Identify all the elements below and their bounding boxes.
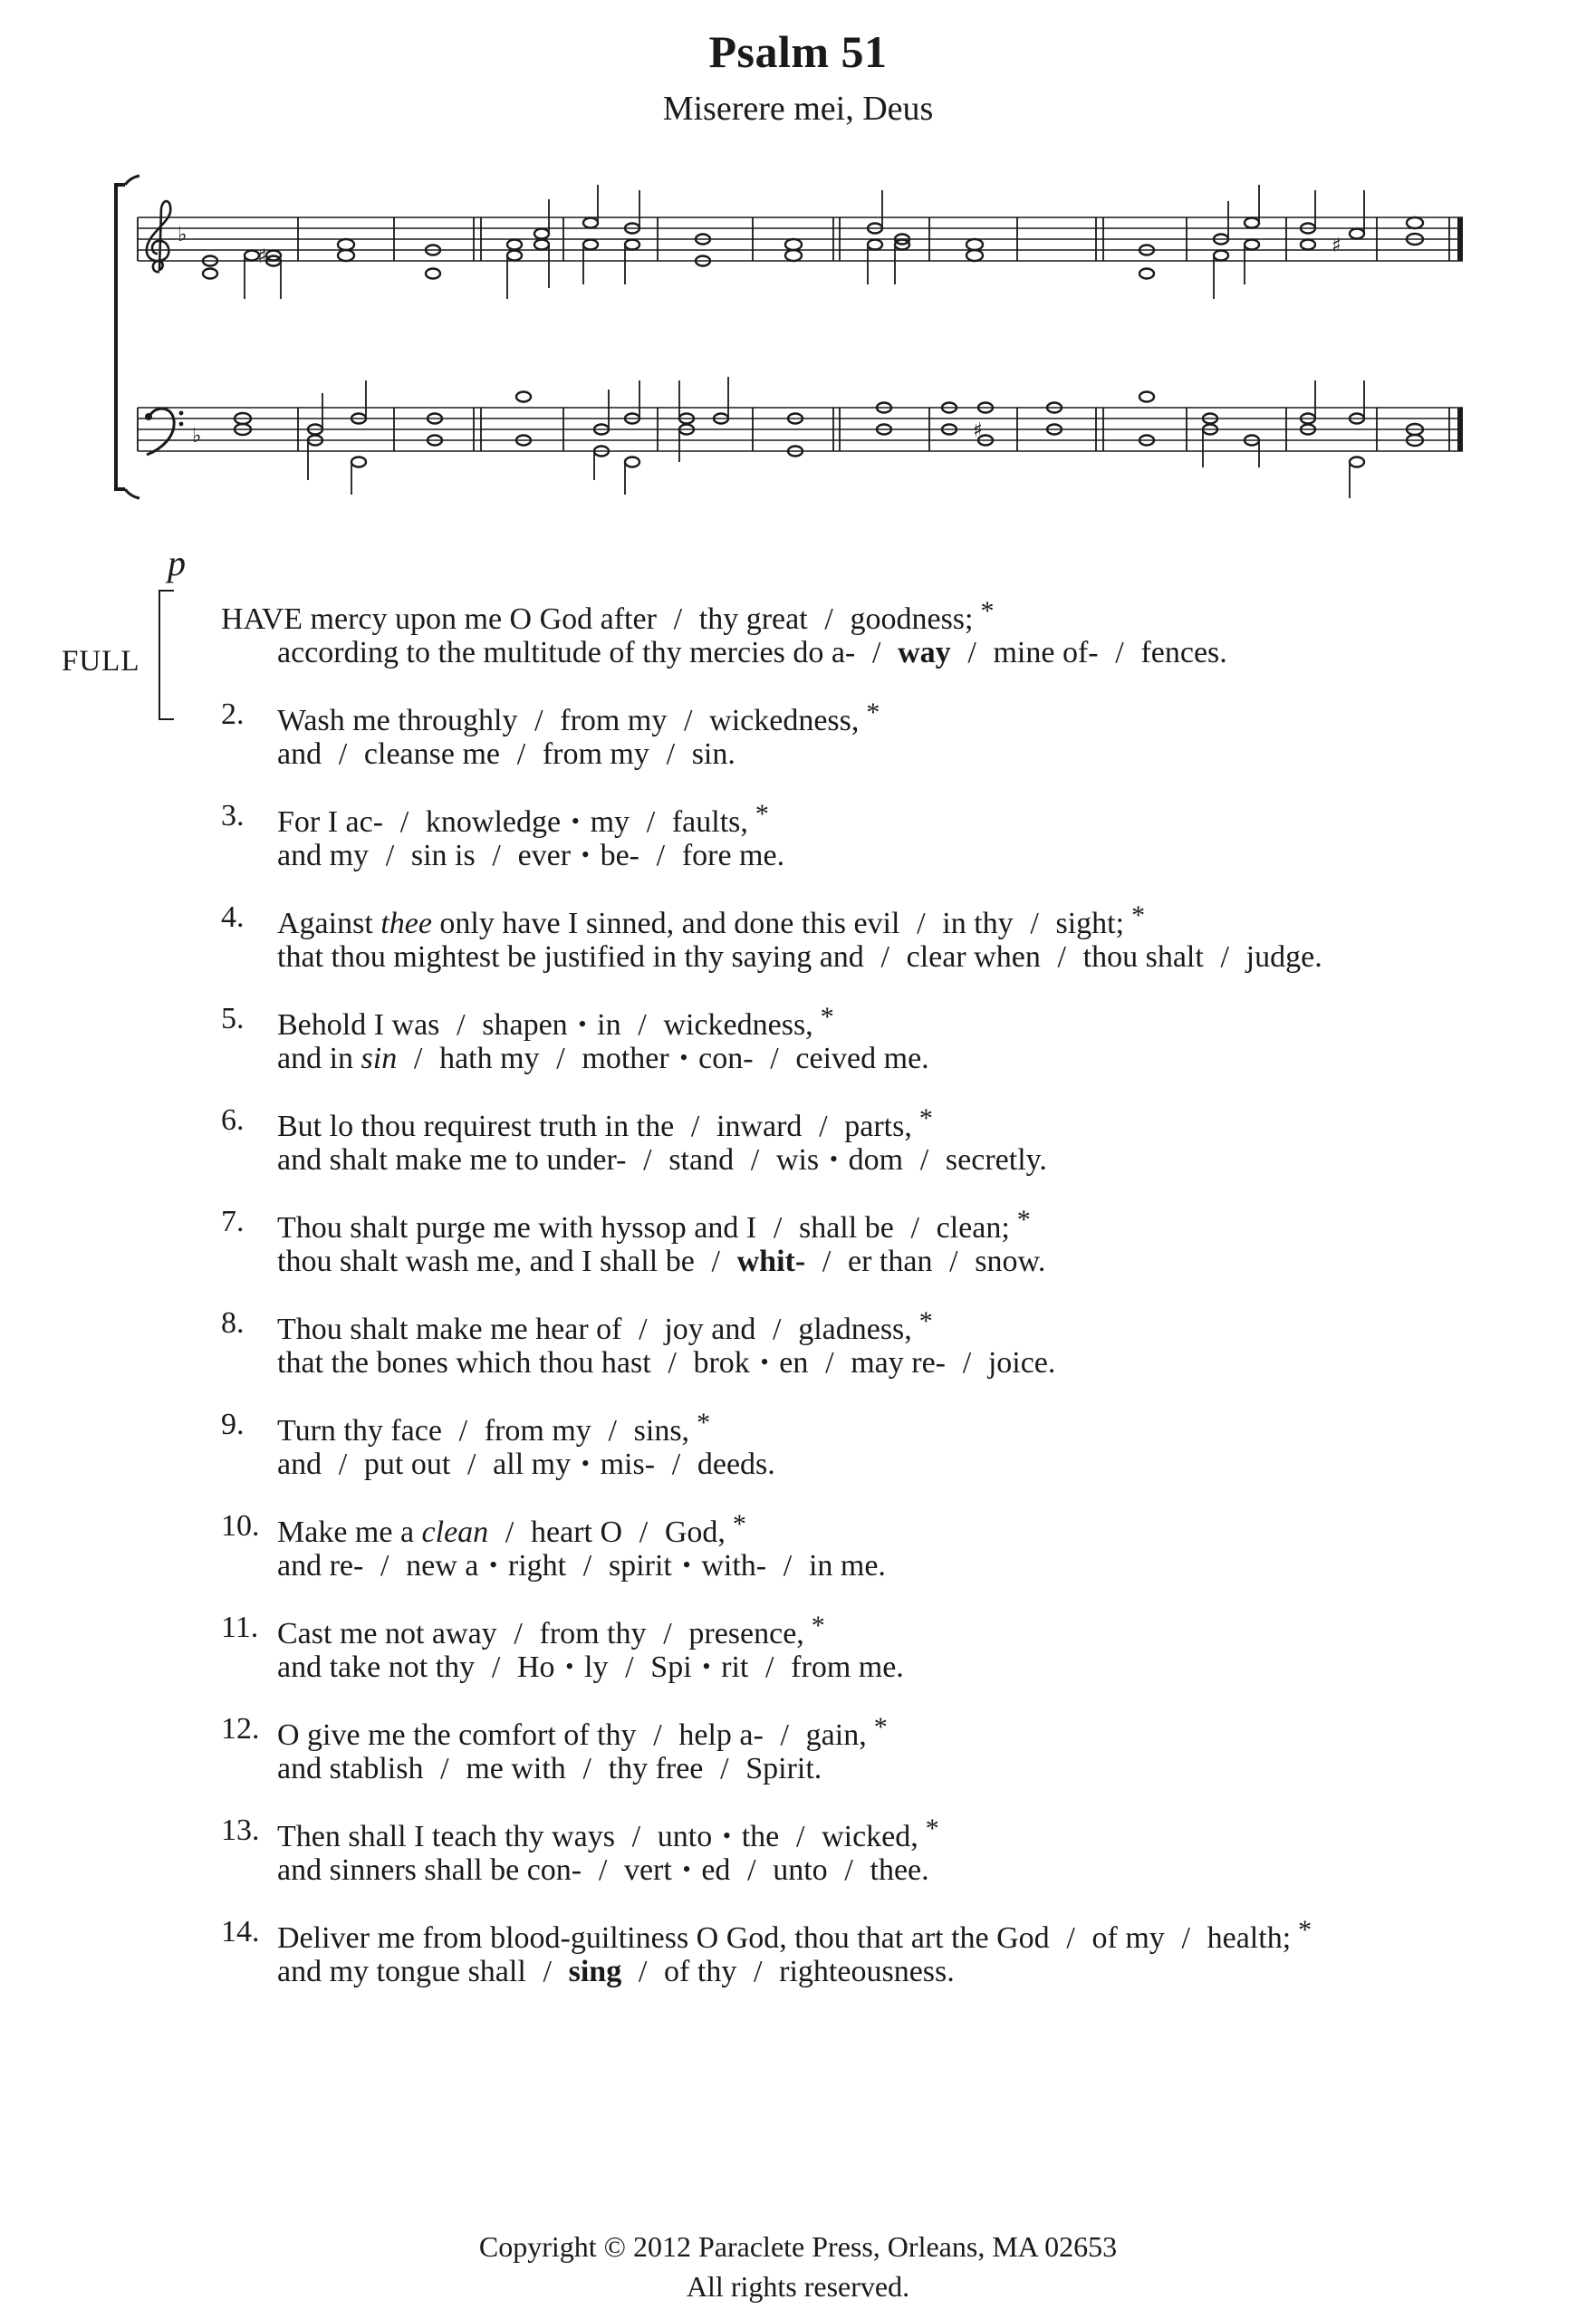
verse-text: deeds. bbox=[697, 1448, 775, 1481]
verse-text: may re- bbox=[851, 1346, 946, 1380]
chant-score bbox=[109, 172, 1504, 516]
verse-text: mother bbox=[582, 1042, 669, 1075]
verse-text: wickedness, bbox=[663, 1008, 813, 1042]
verse-text: goodness; bbox=[850, 602, 974, 636]
verse-text: vert bbox=[623, 1853, 672, 1887]
bar-separator: / bbox=[1220, 940, 1229, 974]
verse-number: 2. bbox=[221, 698, 245, 731]
bar-separator: / bbox=[754, 1955, 763, 1988]
verse-text: Spirit. bbox=[745, 1752, 822, 1785]
verse-text: sing bbox=[568, 1955, 622, 1988]
verse-text: ever bbox=[517, 839, 572, 872]
mediation-asterisk: * bbox=[1016, 1205, 1031, 1235]
verse-text: hath my bbox=[439, 1042, 540, 1075]
verse-text: according to the multitude of thy mercies do a- bbox=[277, 636, 856, 669]
verse-text: Then shall I teach thy ways bbox=[277, 1820, 615, 1853]
verse-text: sin is bbox=[410, 839, 476, 872]
mediation-asterisk: * bbox=[1131, 900, 1146, 930]
bar-separator: / bbox=[825, 1346, 834, 1380]
mediation-asterisk: * bbox=[918, 1306, 933, 1336]
verse-number: 9. bbox=[221, 1408, 245, 1441]
svg-text:♯: ♯ bbox=[1332, 235, 1341, 257]
bar-separator: / bbox=[711, 1245, 720, 1278]
bar-separator: / bbox=[750, 1143, 760, 1177]
verse-text: that thou mightest be justified in thy saying and bbox=[277, 940, 864, 974]
verse-line bbox=[277, 1853, 929, 1888]
verse-text: Behold I was bbox=[277, 1008, 440, 1042]
verse-text: Make me a bbox=[277, 1516, 422, 1549]
bar-separator: / bbox=[917, 907, 926, 940]
verse-text: from my bbox=[560, 704, 668, 737]
verse-line bbox=[277, 1650, 904, 1685]
verse-text: knowledge bbox=[425, 805, 562, 839]
bar-separator: / bbox=[625, 1650, 634, 1684]
bar-separator: / bbox=[338, 737, 348, 771]
verse-number: 10. bbox=[221, 1509, 260, 1543]
bar-separator: / bbox=[1057, 940, 1066, 974]
bar-separator: / bbox=[822, 1245, 832, 1278]
syllable-dot: • bbox=[829, 1146, 838, 1172]
verse-number: 12. bbox=[221, 1712, 260, 1746]
verse-text: and shalt make me to under- bbox=[277, 1143, 627, 1177]
verse-text: Ho bbox=[516, 1650, 555, 1684]
syllable-dot: • bbox=[571, 808, 580, 834]
bar-separator: / bbox=[773, 1313, 782, 1346]
verse-text: God, bbox=[664, 1516, 726, 1549]
verse-text: way bbox=[898, 636, 951, 669]
bar-separator: / bbox=[514, 1617, 523, 1650]
verse-text: Cast me not away bbox=[277, 1617, 497, 1650]
syllable-dot: • bbox=[682, 1856, 691, 1882]
svg-text:♯: ♯ bbox=[257, 245, 267, 268]
verse-text: gain, bbox=[805, 1718, 867, 1752]
bar-separator: / bbox=[505, 1516, 514, 1549]
bar-separator: / bbox=[653, 1718, 662, 1752]
bar-separator: / bbox=[671, 1448, 681, 1481]
verse-line bbox=[277, 1814, 939, 1854]
verse-line bbox=[277, 636, 1227, 670]
bar-separator: / bbox=[399, 805, 409, 839]
bar-separator: / bbox=[773, 1211, 783, 1245]
bar-separator: / bbox=[639, 1313, 648, 1346]
verse-line bbox=[277, 1143, 1047, 1178]
verse-text: righteousness. bbox=[779, 1955, 955, 1988]
verse-text: thy free bbox=[608, 1752, 704, 1785]
verse-text: thy great bbox=[698, 602, 808, 636]
mediation-asterisk: * bbox=[732, 1509, 746, 1539]
verse-number: 4. bbox=[221, 900, 245, 934]
bar-separator: / bbox=[819, 1110, 828, 1143]
bar-separator: / bbox=[543, 1955, 552, 1988]
bar-separator: / bbox=[631, 1820, 641, 1853]
verse-text: in bbox=[597, 1008, 621, 1042]
verse-line bbox=[277, 1549, 886, 1583]
verse-number: 5. bbox=[221, 1002, 245, 1035]
verse-text: and sinners shall be con- bbox=[277, 1853, 582, 1887]
bar-separator: / bbox=[666, 737, 676, 771]
bar-separator: / bbox=[338, 1448, 348, 1481]
bar-separator: / bbox=[457, 1008, 466, 1042]
verse-text: from my bbox=[542, 737, 649, 771]
page-title: Psalm 51 bbox=[708, 26, 888, 77]
verse-text: cleanse me bbox=[363, 737, 500, 771]
bar-separator: / bbox=[720, 1752, 729, 1785]
bar-separator: / bbox=[962, 1346, 972, 1380]
verse-text: clean; bbox=[936, 1211, 1010, 1245]
verse-text: clear when bbox=[906, 940, 1041, 974]
bar-separator: / bbox=[516, 737, 526, 771]
verse-text: and my bbox=[277, 839, 370, 872]
bar-separator: / bbox=[967, 636, 976, 669]
verse-text: in thy bbox=[942, 907, 1014, 940]
verse-text: er than bbox=[848, 1245, 933, 1278]
bar-separator: / bbox=[871, 636, 881, 669]
mediation-asterisk: * bbox=[1298, 1915, 1312, 1945]
verse-text: in me. bbox=[808, 1549, 886, 1583]
svg-text:♯: ♯ bbox=[973, 419, 983, 442]
bar-separator: / bbox=[765, 1650, 774, 1684]
verse-text: mis- bbox=[600, 1448, 656, 1481]
verse-text: from my bbox=[484, 1414, 591, 1448]
bar-separator: / bbox=[747, 1853, 756, 1887]
mediation-asterisk: * bbox=[811, 1611, 825, 1641]
verse-line bbox=[277, 839, 784, 873]
verse-text: my bbox=[590, 805, 630, 839]
verse-line bbox=[277, 1245, 1045, 1279]
bar-separator: / bbox=[949, 1245, 958, 1278]
verse-text: that the bones which thou hast bbox=[277, 1346, 651, 1380]
verse-line bbox=[277, 799, 769, 840]
mediation-asterisk: * bbox=[925, 1814, 939, 1843]
full-bracket bbox=[156, 587, 192, 723]
verse-text: of thy bbox=[664, 1955, 737, 1988]
syllable-dot: • bbox=[722, 1823, 732, 1849]
bar-separator: / bbox=[638, 1008, 647, 1042]
verse-text: brok bbox=[693, 1346, 750, 1380]
verse-text: wicked, bbox=[822, 1820, 918, 1853]
verse-text: presence, bbox=[688, 1617, 804, 1650]
verse-line bbox=[221, 596, 994, 637]
verse-text: and bbox=[277, 1448, 322, 1481]
verse-line bbox=[277, 1915, 1312, 1956]
verse-text: judge. bbox=[1245, 940, 1322, 974]
verse-text: O give me the comfort of thy bbox=[277, 1718, 637, 1752]
verse-text: sins, bbox=[633, 1414, 690, 1448]
bar-separator: / bbox=[783, 1549, 793, 1583]
verse-text: ly bbox=[584, 1650, 609, 1684]
verse-text: only have I sinned, and done this evil bbox=[431, 907, 900, 940]
footer bbox=[0, 2227, 1596, 2306]
full-label: FULL bbox=[62, 645, 140, 678]
syllable-dot: • bbox=[489, 1552, 498, 1578]
verse-text: ed bbox=[701, 1853, 731, 1887]
bar-separator: / bbox=[880, 940, 889, 974]
verse-text: mine of- bbox=[993, 636, 1099, 669]
mediation-asterisk: * bbox=[980, 596, 995, 626]
verse-text: faults, bbox=[671, 805, 748, 839]
verse-text: right bbox=[507, 1549, 567, 1583]
bar-separator: / bbox=[534, 704, 543, 737]
verse-text: put out bbox=[363, 1448, 451, 1481]
verse-text: snow. bbox=[975, 1245, 1046, 1278]
syllable-dot: • bbox=[581, 1450, 590, 1477]
bar-separator: / bbox=[1115, 636, 1124, 669]
verse-text: heart O bbox=[531, 1516, 623, 1549]
verse-text: fore me. bbox=[681, 839, 785, 872]
verse-text: and take not thy bbox=[277, 1650, 476, 1684]
verse-text: con- bbox=[698, 1042, 754, 1075]
verse-text: sight; bbox=[1055, 907, 1125, 940]
verse-text: HAVE mercy upon me O God after bbox=[221, 602, 657, 636]
page-subtitle: Miserere mei, Deus bbox=[662, 90, 934, 128]
verse-text: shall be bbox=[798, 1211, 894, 1245]
bar-separator: / bbox=[668, 1346, 677, 1380]
syllable-dot: • bbox=[682, 1552, 691, 1578]
verse-line bbox=[277, 1306, 933, 1347]
verse-text: For I ac- bbox=[277, 805, 384, 839]
verse-text: from thy bbox=[539, 1617, 647, 1650]
bar-separator: / bbox=[582, 1549, 592, 1583]
verse-line bbox=[277, 1205, 1031, 1246]
bar-separator: / bbox=[491, 1650, 501, 1684]
bar-separator: / bbox=[638, 1955, 648, 1988]
syllable-dot: • bbox=[578, 1011, 587, 1037]
svg-text:♭: ♭ bbox=[178, 224, 187, 246]
verse-text: sin. bbox=[691, 737, 736, 771]
verse-line bbox=[277, 1408, 710, 1448]
syllable-dot: • bbox=[581, 842, 590, 868]
bar-separator: / bbox=[684, 704, 693, 737]
verse-text: gladness, bbox=[798, 1313, 912, 1346]
verse-text: Thou shalt make me hear of bbox=[277, 1313, 622, 1346]
verse-number: 3. bbox=[221, 799, 245, 832]
verse-text: with- bbox=[701, 1549, 767, 1583]
verse-text: parts, bbox=[844, 1110, 912, 1143]
verse-text: and stablish bbox=[277, 1752, 424, 1785]
verse-text: fences. bbox=[1140, 636, 1227, 669]
verse-text: health; bbox=[1207, 1921, 1292, 1955]
verse-line bbox=[277, 1712, 888, 1753]
rights-text: All rights reserved. bbox=[686, 2270, 910, 2303]
verse-text: wickedness, bbox=[709, 704, 860, 737]
verse-text: be- bbox=[600, 839, 639, 872]
bar-separator: / bbox=[440, 1752, 449, 1785]
verse-text: Wash me throughly bbox=[277, 704, 518, 737]
verse-text: But lo thou requirest truth in the bbox=[277, 1110, 675, 1143]
verse-text: and in bbox=[277, 1042, 361, 1075]
verse-text: help a- bbox=[678, 1718, 764, 1752]
mediation-asterisk: * bbox=[873, 1712, 888, 1742]
verse-text: wis bbox=[775, 1143, 820, 1177]
verse-text: clean bbox=[421, 1516, 489, 1549]
verse-line bbox=[277, 1955, 955, 1989]
bar-separator: / bbox=[844, 1853, 853, 1887]
verse-text: sin bbox=[361, 1042, 398, 1075]
verse-line bbox=[277, 1346, 1055, 1381]
bar-separator: / bbox=[608, 1414, 617, 1448]
verse-number: 7. bbox=[221, 1205, 245, 1238]
verse-text: thee bbox=[380, 907, 432, 940]
mediation-asterisk: * bbox=[866, 698, 880, 727]
bar-separator: / bbox=[673, 602, 683, 636]
verse-text: Deliver me from blood-guiltiness O God, thou that art the God bbox=[277, 1921, 1050, 1955]
verse-text: inward bbox=[716, 1110, 803, 1143]
syllable-dot: • bbox=[679, 1044, 688, 1071]
verse-text: unto bbox=[773, 1853, 828, 1887]
mediation-asterisk: * bbox=[697, 1408, 711, 1438]
verse-text: Spi bbox=[650, 1650, 692, 1684]
verse-number: 8. bbox=[221, 1306, 245, 1340]
verse-text: ceived me. bbox=[795, 1042, 929, 1075]
verse-text: dom bbox=[848, 1143, 904, 1177]
bar-separator: / bbox=[385, 839, 395, 872]
bar-separator: / bbox=[492, 839, 501, 872]
bar-separator: / bbox=[690, 1110, 700, 1143]
bar-separator: / bbox=[910, 1211, 919, 1245]
verse-text: spirit bbox=[608, 1549, 672, 1583]
bar-separator: / bbox=[656, 839, 666, 872]
verse-line bbox=[277, 1042, 929, 1076]
verse-text: stand bbox=[668, 1143, 735, 1177]
bar-separator: / bbox=[919, 1143, 929, 1177]
verse-line bbox=[277, 698, 880, 738]
verse-text: and bbox=[277, 737, 322, 771]
verse-text: unto bbox=[657, 1820, 713, 1853]
bar-separator: / bbox=[795, 1820, 805, 1853]
verse-text: and my tongue shall bbox=[277, 1955, 526, 1988]
verse-text: secretly. bbox=[945, 1143, 1047, 1177]
bar-separator: / bbox=[467, 1448, 476, 1481]
verse-line bbox=[277, 1103, 933, 1144]
verse-text: whit- bbox=[736, 1245, 806, 1278]
verse-text: thee. bbox=[870, 1853, 929, 1887]
bar-separator: / bbox=[770, 1042, 779, 1075]
verse-line bbox=[277, 1002, 834, 1043]
bar-separator: / bbox=[639, 1516, 649, 1549]
syllable-dot: • bbox=[760, 1349, 769, 1375]
mediation-asterisk: * bbox=[918, 1103, 933, 1133]
verse-line bbox=[277, 1752, 822, 1786]
bar-separator: / bbox=[413, 1042, 423, 1075]
verse-text: me with bbox=[466, 1752, 566, 1785]
syllable-dot: • bbox=[565, 1653, 574, 1679]
mediation-asterisk: * bbox=[820, 1002, 834, 1032]
bar-separator: / bbox=[458, 1414, 468, 1448]
bar-separator: / bbox=[380, 1549, 389, 1583]
verse-text: Against bbox=[277, 907, 381, 940]
bar-separator: / bbox=[1181, 1921, 1190, 1955]
verse-line bbox=[277, 1509, 746, 1550]
verse-number: 6. bbox=[221, 1103, 245, 1137]
verse-text: the bbox=[741, 1820, 780, 1853]
verse-number: 11. bbox=[221, 1611, 259, 1644]
svg-text:♭: ♭ bbox=[192, 425, 202, 447]
dynamic-marking: p bbox=[168, 543, 186, 583]
bar-separator: / bbox=[663, 1617, 672, 1650]
verse-text: of my bbox=[1091, 1921, 1165, 1955]
bar-separator: / bbox=[646, 805, 656, 839]
verse-line bbox=[277, 1448, 775, 1482]
verse-text: joy and bbox=[664, 1313, 756, 1346]
copyright-text: Copyright © 2012 Paraclete Press, Orleans, MA 02653 bbox=[478, 2230, 1118, 2263]
verse-text: all my bbox=[493, 1448, 572, 1481]
verse-text: en bbox=[779, 1346, 809, 1380]
verse-line bbox=[277, 1611, 825, 1651]
verse-text: rit bbox=[721, 1650, 749, 1684]
verse-text: Turn thy face bbox=[277, 1414, 442, 1448]
bar-separator: / bbox=[780, 1718, 789, 1752]
bar-separator: / bbox=[824, 602, 833, 636]
mediation-asterisk: * bbox=[755, 799, 769, 829]
syllable-dot: • bbox=[702, 1653, 711, 1679]
verse-line bbox=[277, 737, 736, 772]
verse-text: thou shalt wash me, and I shall be bbox=[277, 1245, 695, 1278]
bar-separator: / bbox=[643, 1143, 652, 1177]
verse-line bbox=[277, 900, 1145, 941]
bar-separator: / bbox=[1030, 907, 1039, 940]
verse-text: new a bbox=[406, 1549, 479, 1583]
verse-text: and re- bbox=[277, 1549, 364, 1583]
verse-line bbox=[277, 940, 1322, 975]
verse-text: shapen bbox=[482, 1008, 568, 1042]
bar-separator: / bbox=[582, 1752, 591, 1785]
verse-text: joice. bbox=[987, 1346, 1056, 1380]
verse-number: 14. bbox=[221, 1915, 260, 1949]
verse-text: from me. bbox=[791, 1650, 904, 1684]
verse-text: Thou shalt purge me with hyssop and I bbox=[277, 1211, 757, 1245]
verse-number: 13. bbox=[221, 1814, 260, 1847]
bar-separator: / bbox=[598, 1853, 608, 1887]
bar-separator: / bbox=[1066, 1921, 1075, 1955]
verse-text: thou shalt bbox=[1082, 940, 1204, 974]
bar-separator: / bbox=[556, 1042, 565, 1075]
